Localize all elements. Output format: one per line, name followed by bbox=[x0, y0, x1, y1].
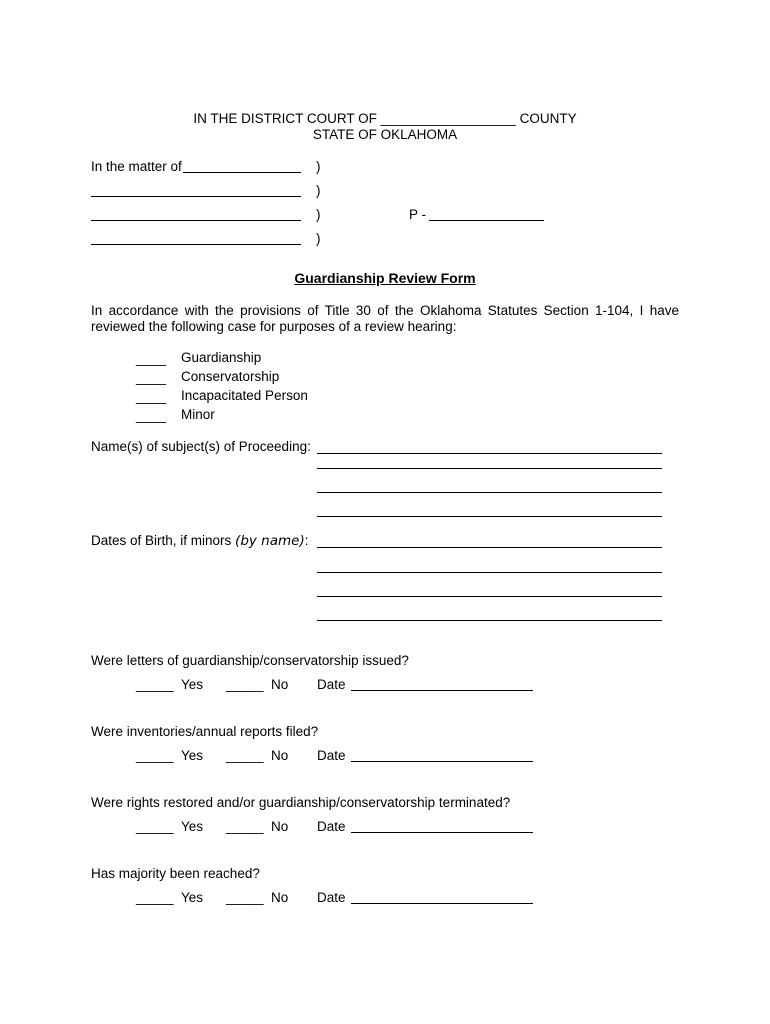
question-inventories-filed: Were inventories/annual reports filed? bbox=[91, 724, 319, 739]
court-heading: IN THE DISTRICT COURT OF __________________ COUNTY bbox=[193, 111, 577, 126]
case-type-guardianship: Guardianship bbox=[181, 350, 262, 365]
yes-blank[interactable]: _____ bbox=[136, 677, 174, 692]
yes-label: Yes bbox=[181, 819, 204, 834]
matter-name-field-1[interactable] bbox=[183, 172, 301, 173]
matter-name-field-4[interactable] bbox=[91, 244, 301, 245]
date-label: Date bbox=[317, 677, 346, 692]
no-blank[interactable]: _____ bbox=[226, 748, 264, 763]
caption-paren: ) bbox=[316, 231, 321, 246]
caption-paren: ) bbox=[316, 207, 321, 222]
dob-label bbox=[91, 534, 308, 549]
matter-label: In the matter of bbox=[91, 159, 182, 174]
question-majority-reached: Has majority been reached? bbox=[91, 866, 260, 881]
yes-label: Yes bbox=[181, 890, 204, 905]
matter-name-field-2[interactable] bbox=[91, 196, 301, 197]
date-field[interactable] bbox=[351, 903, 533, 904]
question-rights-restored: Were rights restored and/or guardianship/conservatorship terminated? bbox=[91, 795, 511, 810]
subject-name-field-4[interactable] bbox=[317, 516, 662, 517]
subjects-label: Name(s) of subject(s) of Proceeding: bbox=[91, 439, 311, 454]
dob-label-italic: (by name) bbox=[235, 533, 305, 549]
dob-field-3[interactable] bbox=[317, 596, 662, 597]
date-field[interactable] bbox=[351, 690, 533, 691]
intro-text: In accordance with the provisions of Title 30 of the Oklahoma Statutes Section 1-104, I have reviewed the following case for purposes of a review hearing: bbox=[91, 303, 679, 334]
no-blank[interactable]: _____ bbox=[226, 677, 264, 692]
case-type-blank[interactable]: ____ bbox=[136, 370, 167, 385]
state-heading: STATE OF OKLAHOMA bbox=[312, 127, 458, 142]
caption-paren: ) bbox=[316, 183, 321, 198]
matter-name-field-3[interactable] bbox=[91, 220, 301, 221]
date-label: Date bbox=[317, 748, 346, 763]
no-blank[interactable]: _____ bbox=[226, 890, 264, 905]
dob-field-4[interactable] bbox=[317, 620, 662, 621]
no-label: No bbox=[271, 890, 289, 905]
no-label: No bbox=[271, 748, 289, 763]
yes-blank[interactable]: _____ bbox=[136, 748, 174, 763]
case-type-blank[interactable]: ____ bbox=[136, 408, 167, 423]
subject-name-field-2[interactable] bbox=[317, 468, 662, 469]
case-type-blank[interactable]: ____ bbox=[136, 351, 167, 366]
case-type-conservatorship: Conservatorship bbox=[181, 369, 280, 384]
case-number-prefix: P - bbox=[409, 207, 427, 222]
case-number-field[interactable] bbox=[429, 220, 544, 221]
date-label: Date bbox=[317, 890, 346, 905]
date-field[interactable] bbox=[351, 761, 533, 762]
case-type-incapacitated: Incapacitated Person bbox=[181, 388, 308, 403]
yes-label: Yes bbox=[181, 748, 204, 763]
no-label: No bbox=[271, 819, 289, 834]
question-letters-issued: Were letters of guardianship/conservatorship issued? bbox=[91, 653, 409, 668]
caption-paren: ) bbox=[316, 159, 321, 174]
date-field[interactable] bbox=[351, 832, 533, 833]
no-label: No bbox=[271, 677, 289, 692]
date-label: Date bbox=[317, 819, 346, 834]
case-type-minor: Minor bbox=[181, 407, 215, 422]
yes-label: Yes bbox=[181, 677, 204, 692]
subject-name-field-3[interactable] bbox=[317, 492, 662, 493]
no-blank[interactable]: _____ bbox=[226, 819, 264, 834]
dob-label-text: Dates of Birth, if minors bbox=[91, 533, 236, 548]
yes-blank[interactable]: _____ bbox=[136, 819, 174, 834]
subject-name-field-1[interactable] bbox=[317, 453, 662, 454]
intro-paragraph bbox=[91, 303, 679, 335]
case-type-blank[interactable]: ____ bbox=[136, 389, 167, 404]
form-title: Guardianship Review Form bbox=[294, 270, 476, 286]
dob-field-1[interactable] bbox=[317, 547, 662, 548]
dob-field-2[interactable] bbox=[317, 572, 662, 573]
yes-blank[interactable]: _____ bbox=[136, 890, 174, 905]
dob-label-colon: : bbox=[304, 533, 309, 548]
